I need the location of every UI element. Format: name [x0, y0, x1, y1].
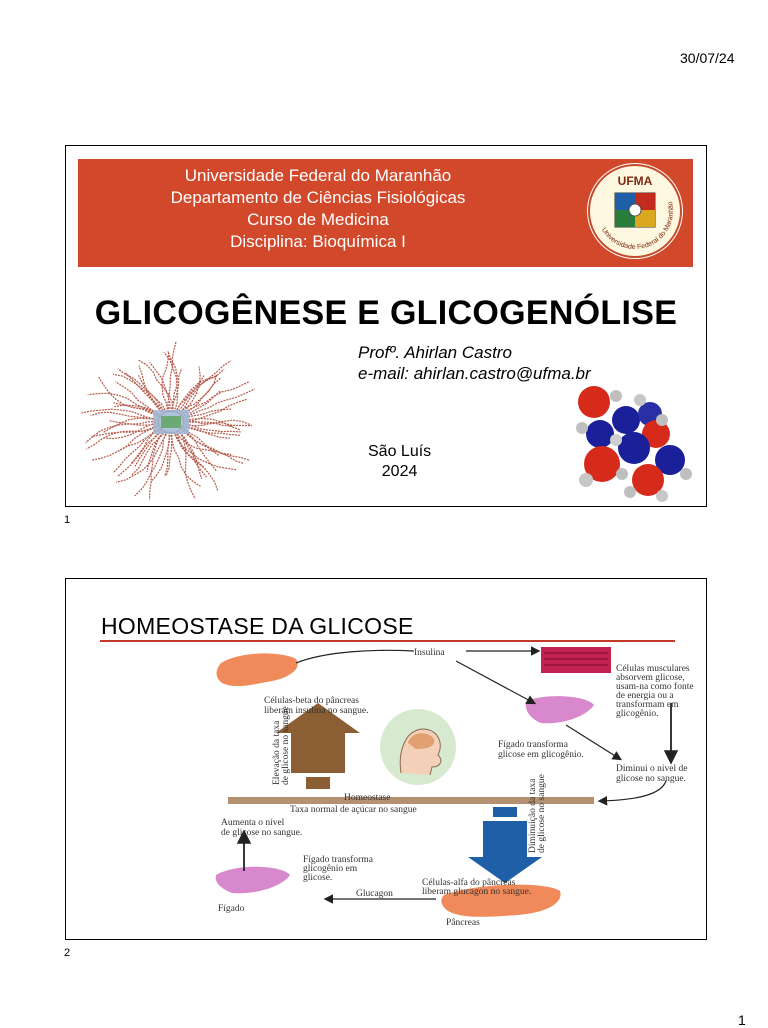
svg-text:UFMA: UFMA: [617, 174, 653, 188]
professor-name: Profº. Ahirlan Castro: [358, 343, 512, 362]
glycogen-branch: [177, 431, 218, 491]
glucose-homeostasis-diagram: [146, 643, 694, 939]
glycogenin-core-inner: [161, 416, 181, 428]
label-homeostase: Homeostase: [344, 793, 391, 803]
svg-text:Universidade Federal do Maranh: Universidade Federal do Maranhão: [599, 200, 676, 252]
page-date: 30/07/24: [680, 50, 735, 66]
label-figado-glicose: Fígado transforma glicogênio em glicose.: [303, 855, 373, 883]
muscle-cells-image: [541, 647, 611, 673]
glycogen-branch: [179, 430, 196, 499]
label-figado-glicogenio: Fígado transforma glicose em glicogênio.: [498, 740, 584, 760]
label-celulas-beta: Células-beta do pâncreas liberam insulina no sangue.: [264, 696, 369, 716]
label-taxa-normal: Taxa normal de açúcar no sangue: [290, 805, 417, 815]
title-underline: [100, 640, 675, 642]
slide-title: HOMEOSTASE DA GLICOSE: [101, 613, 414, 639]
slide-2: [65, 578, 707, 940]
glycogen-branch: [103, 418, 159, 432]
university-banner: [78, 159, 693, 267]
label-diminui: Diminui o nível de glicose no sangue.: [616, 764, 688, 784]
year: 2024: [381, 463, 418, 480]
slide-number-1: 1: [64, 514, 71, 526]
label-aumenta: Aumenta o nível de glicose no sangue.: [221, 818, 303, 838]
svg-text:Elevação da taxade glicose no: Elevação da taxade glicose no sangue: [272, 706, 291, 785]
label-pancreas: Pâncreas: [446, 918, 480, 928]
banner-line-discipline: Disciplina: Bioquímica I: [230, 232, 406, 251]
location-year: [368, 442, 431, 482]
page-number: 1: [738, 1012, 746, 1028]
slide-title: GLICOGÊNESE E GLICOGENÓLISE: [94, 294, 678, 332]
glucose-molecule-image: [566, 384, 706, 504]
glycogen-branch: [181, 375, 217, 417]
banner-line-university: Universidade Federal do Maranhão: [184, 166, 452, 185]
glycogen-branch: [182, 426, 241, 435]
ufma-seal-logo: [585, 161, 685, 261]
city: São Luís: [368, 443, 432, 460]
label-elevacao: [272, 706, 291, 785]
slide-number-2: 2: [64, 947, 71, 959]
glycogen-branch: [179, 361, 231, 415]
liver-top-image: [526, 696, 594, 723]
professor-info: [358, 342, 591, 384]
glycogen-structure-image: [76, 342, 276, 502]
svg-text:Diminuição da taxade glicose n: Diminuição da taxade glicose no sangue: [528, 774, 547, 853]
liver-bottom-image: [216, 867, 290, 894]
label-celulas-musculares: Células musculares absorvem glicose, usam-na como fonte de energia ou a transformam em glicogênio.: [616, 664, 694, 719]
glycogen-branch: [116, 432, 168, 483]
banner-line-department: Departamento de Ciências Fisiológicas: [170, 188, 466, 207]
pancreas-top-image: [217, 653, 298, 686]
label-insulina: Insulina: [414, 648, 445, 658]
slide-1: [65, 145, 707, 507]
label-figado: Fígado: [218, 904, 245, 914]
banner-text: [78, 165, 558, 253]
label-glucagon: Glucagon: [356, 889, 393, 899]
glycogen-branch: [86, 422, 159, 443]
label-diminuicao: [528, 774, 547, 853]
professor-email: e-mail: ahirlan.castro@ufma.br: [358, 364, 591, 383]
label-celulas-alfa: Células-alfa do pâncreas liberam glucagon no sangue.: [422, 878, 532, 897]
banner-line-course: Curso de Medicina: [247, 210, 389, 229]
